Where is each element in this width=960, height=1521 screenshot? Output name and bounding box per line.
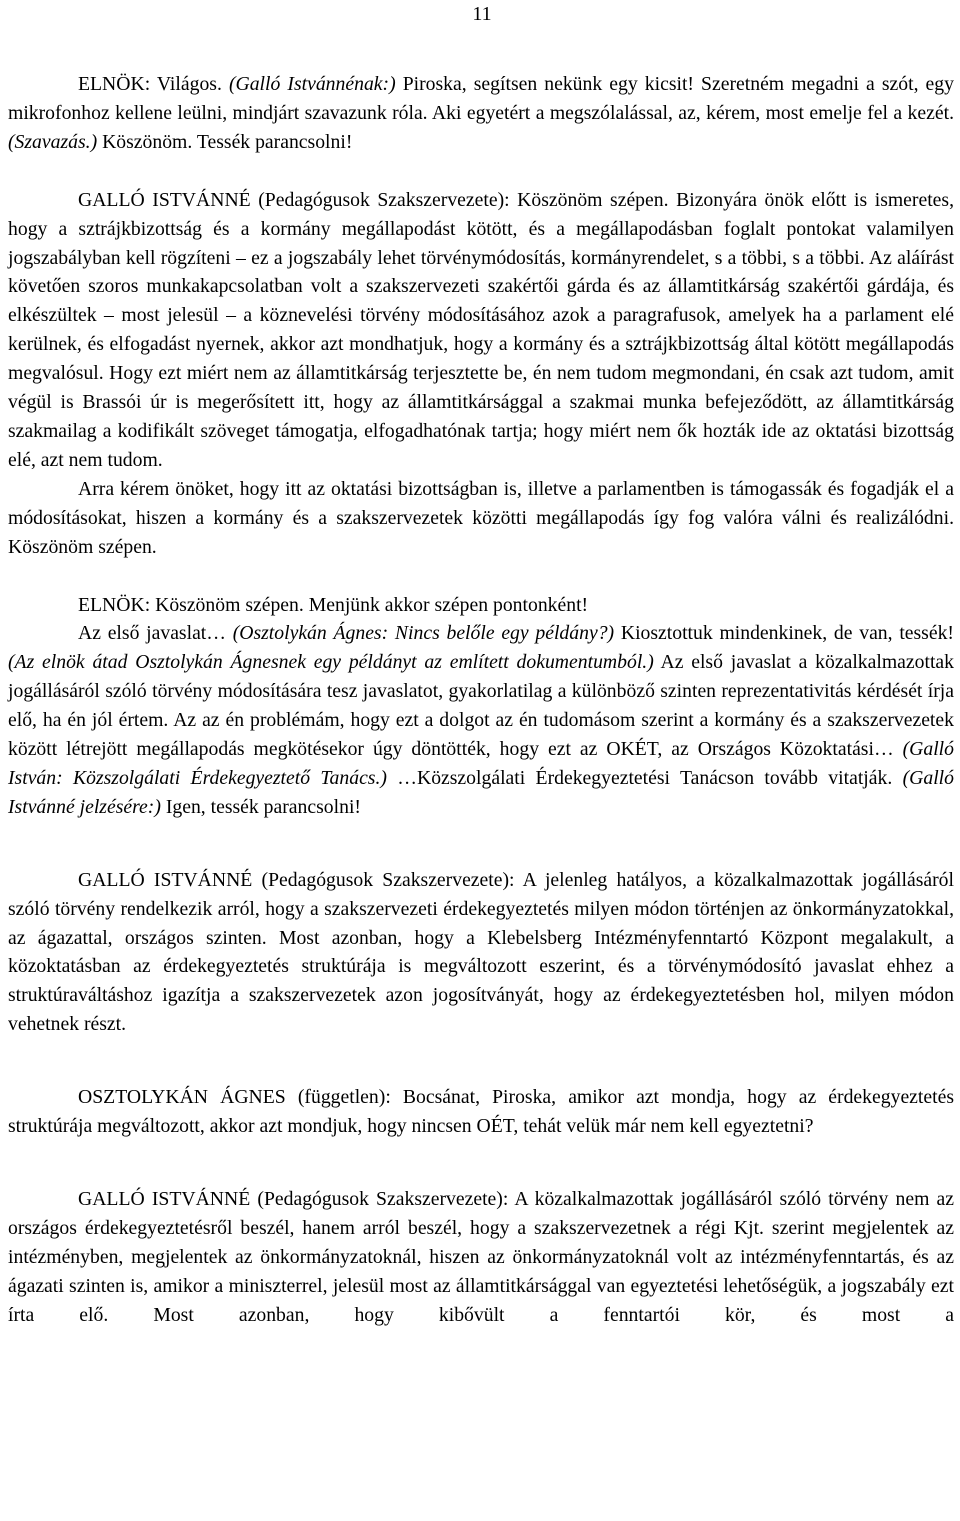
document-body (8, 70, 954, 1330)
italic-remark: (Galló Istvánné jelzésére:) (8, 766, 954, 818)
italic-remark: (Az elnök átad Osztolykán Ágnesnek egy példányt az említett dokumentumból.) (8, 651, 654, 674)
italic-remark: (Osztolykán Ágnes: Nincs belőle egy példány?) (232, 622, 615, 645)
italic-remark: (Galló Istvánnénak:) (228, 73, 396, 95)
text-run: Arra kérem önöket, hogy itt az oktatási bizottságban is, illetve a parlamentben is támogassák és fogadják el a módosításokat, hiszen a kormány és a szakszervezetek közötti megállapodás így fog valóra válni és realizálódni. Köszönöm szépen. (8, 477, 954, 558)
italic-remark: (Galló István: Közszolgálati Érdekegyeztető Tanács.) (8, 738, 954, 789)
italic-remark: (Szavazás.) (8, 130, 98, 153)
text-run: Piroska, segítsen nekünk egy kicsit! Szeretném megadni a szót, egy mikrofonhoz kellene leülni, mindjárt szavazunk róla. Aki egyetért a megszólalással, az, kérem, most emelje fel a kezét. (8, 73, 954, 124)
text-run: OSZTOLYKÁN ÁGNES (független): Bocsánat, Piroska, amikor azt mondja, hogy az érdekegyeztetés struktúrája megváltozott, akkor azt mondjuk, hogy nincsen OÉT, tehát velük már nem kell egyeztetni? (8, 1086, 954, 1138)
text-run: ELNÖK: Köszönöm szépen. Menjünk akkor szépen pontonként! (78, 593, 589, 616)
paragraph-gallo-2 (8, 475, 954, 562)
paragraph-gallo-4 (8, 1185, 954, 1330)
text-run: …Közszolgálati Érdekegyeztetési Tanácson tovább vitatják. (386, 766, 903, 789)
text-run: GALLÓ ISTVÁNNÉ (Pedagógusok Szakszervezete): A közalkalmazottak jogállásáról szóló törvény nem az országos érdekegyeztetésről beszél, hanem arról beszél, hogy a szakszervezetnek a régi Kjt. szerint megjelentek az intézményben, megjelentek az önkormányzatoknál, hiszen az önkormányzatoknál volt az intézményfenntartás, és az ágazati szinten is, amikor a miniszterrel, jelesül most az államtitkársággal van egyeztetési lehetőségük, a jogszabály ezt írta elő. Most azonban, hogy kibővült a fenntartói kör, és most a (8, 1188, 954, 1326)
paragraph-elnok-1 (8, 70, 954, 157)
text-run: Az első javaslat a közalkalmazottak jogállásáról szóló törvény módosítására tesz javaslatot, gyakorlatilag a különböző szinten reprezentativitás kérdését írja elő, ha én jól értem. Az az én problémám, hogy ezt a dolgot az én tudomásom szerint a kormány és a szakszervezetek között létrejött megállapodás megkötésekor úgy döntötték, hogy ezt az OKÉT, az Országos Közoktatási… (8, 651, 955, 761)
text-run: Köszönöm. Tessék parancsolni! (97, 130, 353, 153)
text-run: Igen, tessék parancsolni! (160, 795, 361, 818)
text-run: GALLÓ ISTVÁNNÉ (Pedagógusok Szakszervezete): Köszönöm szépen. Bizonyára önök előtt is ismeretes, hogy a sztrájkbizottság és a kormány megállapodást kötött, és a megállapodásban foglalt pontokat valamilyen jogszabályban kell rögzíteni – ez a jogszabály lehet törvénymódosítás, kormányrendelet, s a többi, s a többi. Az aláírást követően szoros munkakapcsolatban volt a szakszervezeti szakértői gárda és az államtitkárság szakértői gárdája, és elkészültek – most jelesül – a köznevelési törvény módosításához azok a paragrafusok, amelyek ha a parlament elé kerülnek, és elfogadást nyernek, akkor azt mondhatjuk, hogy a kormány és a sztrájkbizottság által kötött megállapodás megvalósul. Hogy ezt miért nem az államtitkárság terjesztette be, én nem tudom megmondani, én csak azt tudom, amit végül is Brassói úr is megerősített itt, hogy az államtitkársággal a szakmai munka befejeződött, az államtitkárság szakmailag a kodifikált szöveget támogatja, elfogadhatónak tartja; hogy miért nem ők hozták ide az oktatási bizottság elé, azt nem tudom. (8, 188, 954, 471)
paragraph-gallo-1 (8, 186, 954, 475)
paragraph-elnok-2 (8, 591, 954, 620)
text-run: Az első javaslat… (78, 622, 233, 645)
page-number: 11 (472, 3, 492, 25)
paragraph-elnok-3 (8, 619, 954, 821)
paragraph-osztolykan-1 (8, 1083, 954, 1141)
text-run: Kiosztottuk mindenkinek, de van, tessék! (614, 622, 954, 645)
paragraph-gallo-3 (8, 866, 954, 1039)
text-run: GALLÓ ISTVÁNNÉ (Pedagógusok Szakszervezete): A jelenleg hatályos, a közalkalmazottak jogállásáról szóló törvény rendelkezik arról, hogy a szakszervezeti érdekegyeztetés milyen módon történjen az önkormányzatokkal, az ágazattal, országos szinten. Most azonban, hogy a Klebelsberg Intézményfenntartó Központ megalakult, a közoktatásban az érdekegyeztetés struktúrája is megváltozott eszerint, és a törvénymódosító javaslat ehhez a struktúraváltáshoz igazítja a szakszervezetek azon jogosítványát, hogy az érdekegyeztetésben hol, milyen módon vehetnek részt. (8, 868, 954, 1036)
text-run: ELNÖK: Világos. (78, 73, 229, 95)
